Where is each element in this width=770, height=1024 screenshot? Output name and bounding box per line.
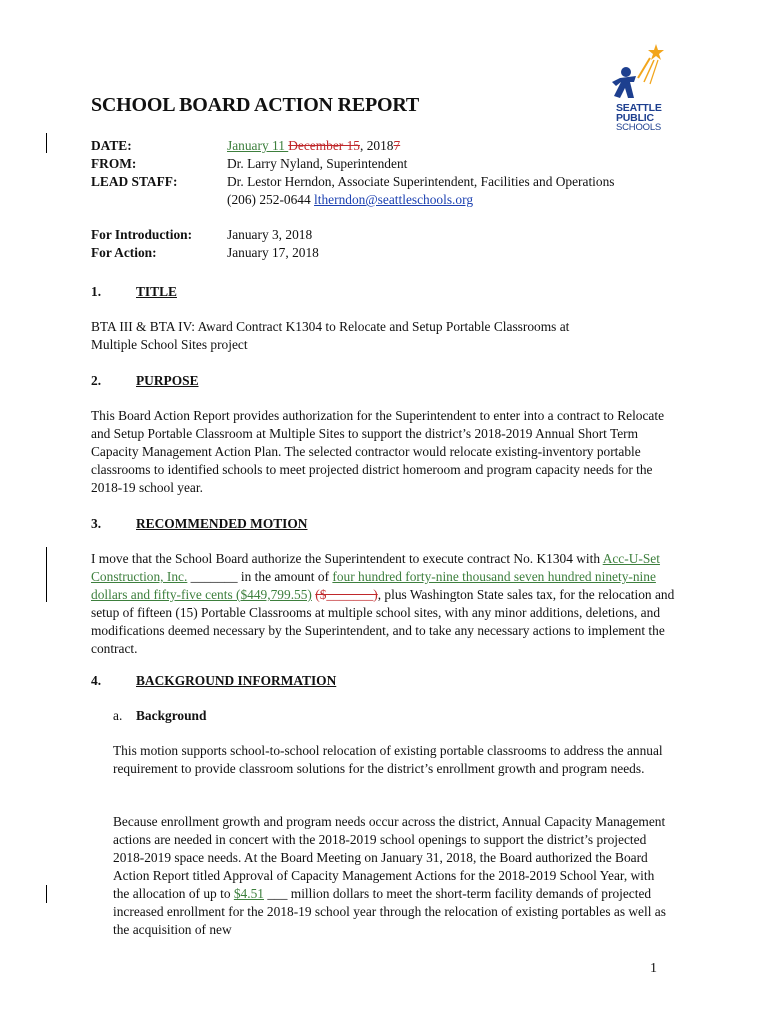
background-text-2: ___ million dollars to meet the short-term facility demands of projected increased enrollment for the 2018-19 school year through the relocation of existing portables as well as the acquisition of new: [113, 886, 666, 937]
background-amount-inserted: $4.51: [233, 886, 264, 901]
motion-amount-deleted: ($_______): [315, 587, 378, 602]
section-2-heading: PURPOSE: [136, 373, 199, 388]
subsection-a-letter: a.: [113, 708, 123, 723]
section-3-heading: RECOMMENDED MOTION: [136, 516, 308, 531]
section-4-heading: BACKGROUND INFORMATION: [136, 673, 337, 688]
background-text-1: Because enrollment growth and program needs occur across the district, Annual Capacity Management actions are needed in concert with the 2018-2019 school openings to support the district’s projected 2018-2019 space needs. At the Board Meeting on January 31, 2018, the Board authorized the Board Action Report titled Approval of Capacity Management Actions for the 2018-2019 School Year, with the allocation of up to: [113, 814, 666, 901]
introduction-date: January 3, 2018: [227, 227, 313, 242]
date-inserted: January 11: [227, 138, 289, 153]
child-figure-icon: [612, 67, 636, 98]
action-date: January 17, 2018: [227, 245, 319, 260]
date-value: [227, 137, 400, 155]
action-label: For Action:: [91, 245, 157, 260]
logo-wordmark: [616, 103, 662, 133]
motion-contractor-inserted: Acc-U-Set Construction, Inc.: [91, 551, 660, 584]
section-1-line-1: BTA III & BTA IV: Award Contract K1304 to Relocate and Setup Portable Classrooms at: [91, 319, 570, 334]
section-1-line-2: Multiple School Sites project: [91, 337, 248, 352]
section-3-number: 3.: [91, 516, 102, 531]
star-icon: [648, 44, 664, 60]
introduction-label: For Introduction:: [91, 227, 193, 242]
section-2-number: 2.: [91, 373, 102, 388]
phone-number: (206) 252-0644: [227, 192, 315, 207]
section-4-number: 4.: [91, 673, 102, 688]
background-paragraph-2: [113, 813, 673, 939]
logo-line-1: SEATTLE: [616, 102, 662, 114]
report-title: SCHOOL BOARD ACTION REPORT: [91, 94, 420, 116]
date-year: , 2018: [360, 138, 394, 153]
change-bar: [46, 885, 47, 903]
lead-staff-label: LEAD STAFF:: [91, 174, 178, 189]
background-paragraph-1: This motion supports school-to-school relocation of existing portable classrooms to address the annual requirement to provide classroom solutions for the district’s enrollment growth and program needs.: [113, 743, 663, 776]
motion-amount-inserted: four hundred forty-nine thousand seven hundred ninety-nine dollars and fifty-five cents ($449,799.55): [91, 569, 656, 602]
motion-text-3: , plus Washington State sales tax, for the relocation and setup of fifteen (15) Portable Classrooms at multiple school sites, with any minor additions, deletions, and modifications deemed necessary by the Superintendent, and to take any necessary actions to implement the contract.: [91, 587, 675, 656]
motion-text-1: I move that the School Board authorize the Superintendent to execute contract No. K1304 with: [91, 551, 603, 566]
motion-text-2: _______ in the amount of: [187, 569, 333, 584]
section-1-number: 1.: [91, 284, 102, 299]
motion-paragraph: [91, 550, 681, 658]
from-value: Dr. Larry Nyland, Superintendent: [227, 156, 408, 171]
purpose-paragraph: This Board Action Report provides authorization for the Superintendent to enter into a contract to Relocate and Setup Portable Classroom at Multiple Sites to support the district’s 2018-2019 Annual Short Term Capacity Management Action Plan. The selected contractor would relocate existing-inventory portable classrooms to identified schools to meet projected district homeroom and program capacity needs for the 2018-19 school year.: [91, 408, 665, 495]
subsection-a-heading: Background: [136, 708, 207, 723]
email-link[interactable]: ltherndon@seattleschools.org: [314, 192, 474, 207]
change-bar: [46, 547, 47, 602]
contact-line: [227, 191, 473, 209]
change-bar: [46, 133, 47, 153]
date-label: DATE:: [91, 138, 132, 153]
logo-line-3: SCHOOLS: [616, 122, 662, 133]
from-label: FROM:: [91, 156, 137, 171]
page-number: 1: [650, 961, 657, 976]
logo-line-2: PUBLIC: [616, 112, 654, 124]
date-year-deleted: 7: [393, 138, 401, 153]
lead-staff-value: Dr. Lestor Herndon, Associate Superintendent, Facilities and Operations: [227, 174, 615, 189]
date-deleted: December 15: [288, 138, 360, 153]
section-1-heading: TITLE: [136, 284, 177, 299]
